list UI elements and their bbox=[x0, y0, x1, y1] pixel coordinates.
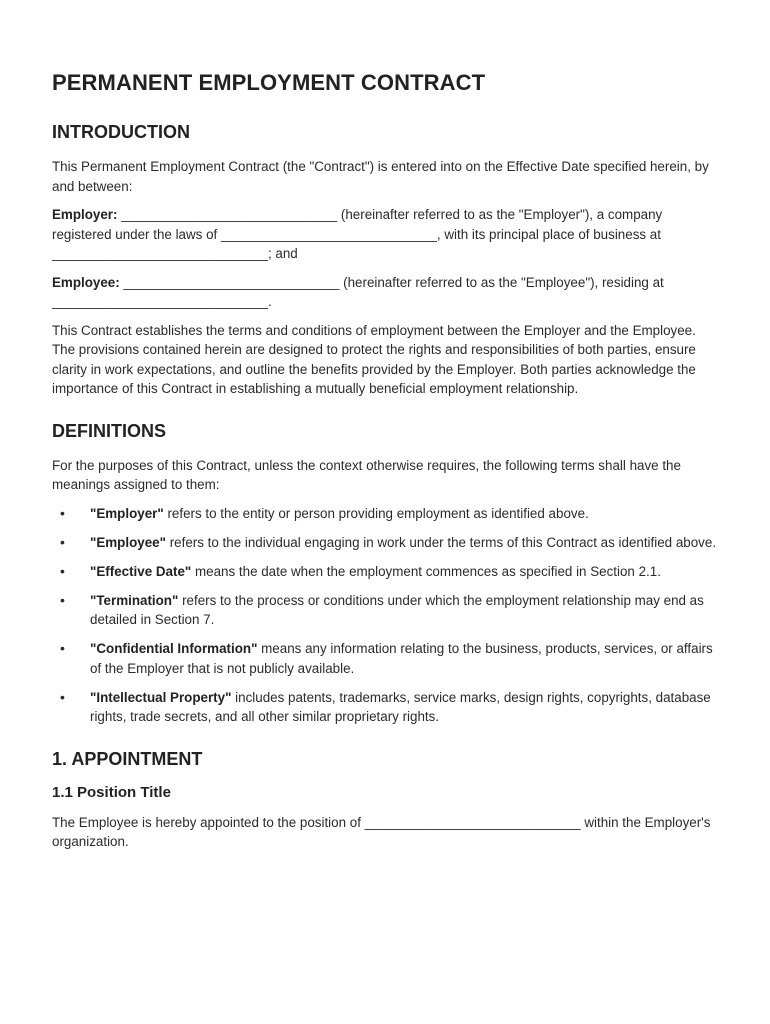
appointment-heading: 1. APPOINTMENT bbox=[52, 748, 203, 769]
definition-text: refers to the entity or person providing employment as identified above. bbox=[163, 505, 589, 521]
introduction-heading: INTRODUCTION bbox=[52, 122, 190, 142]
list-item bbox=[52, 533, 720, 553]
definitions-intro: For the purposes of this Contract, unless the context otherwise requires, the following terms shall have the meanings assigned to them: bbox=[52, 457, 681, 492]
bullet-icon: • bbox=[60, 640, 65, 656]
employee-label: Employee: bbox=[52, 274, 120, 290]
definitions-section bbox=[52, 421, 720, 727]
definition-text: includes patents, trademarks, service marks, design rights, copyrights, database rights, trade secrets, and all other similar proprietary rights. bbox=[90, 689, 711, 724]
definition-text: means any information relating to the business, products, services, or affairs of the Employer that is not publicly available. bbox=[90, 641, 713, 676]
list-item bbox=[52, 591, 720, 630]
definition-term: "Termination" bbox=[90, 592, 179, 608]
definition-term: "Effective Date" bbox=[90, 563, 192, 579]
definition-term: "Intellectual Property" bbox=[90, 689, 232, 705]
list-item bbox=[52, 639, 720, 678]
list-item bbox=[52, 688, 720, 727]
bullet-icon: • bbox=[60, 591, 65, 608]
definition-text: refers to the individual engaging in work under the terms of this Contract as identified above. bbox=[165, 534, 717, 550]
employer-label: Employer: bbox=[52, 207, 118, 222]
bullet-icon: • bbox=[60, 533, 65, 550]
bullet-icon: • bbox=[60, 688, 65, 705]
employer-paragraph bbox=[52, 205, 720, 264]
employee-paragraph bbox=[52, 273, 720, 312]
employee-text: _____________________________ (hereinafter referred to as the "Employee"), residing at _____________________________. bbox=[52, 274, 664, 309]
appointment-section bbox=[52, 749, 720, 852]
employer-text: _____________________________ (hereinafter referred to as the "Employer"), a company registered under the laws of _____________________________, with its principal place of business at _____________________________; and bbox=[52, 207, 663, 261]
definition-term: "Employee" bbox=[90, 534, 166, 550]
document-title: PERMANENT EMPLOYMENT CONTRACT bbox=[52, 70, 486, 95]
definition-text: refers to the process or conditions under which the employment relationship may end as detailed in Section 7. bbox=[90, 592, 704, 627]
definition-term: "Confidential Information" bbox=[90, 641, 258, 656]
bullet-icon: • bbox=[60, 562, 65, 579]
definition-term: "Employer" bbox=[90, 505, 164, 521]
bullet-icon: • bbox=[60, 504, 65, 521]
definition-text: means the date when the employment commences as specified in Section 2.1. bbox=[191, 563, 661, 579]
definitions-heading: DEFINITIONS bbox=[52, 420, 167, 441]
list-item bbox=[52, 562, 720, 582]
list-item bbox=[52, 504, 720, 524]
introduction-section bbox=[52, 122, 720, 399]
contract-purpose-paragraph: This Contract establishes the terms and conditions of employment between the Employer and the Employee. The provisions contained herein are designed to protect the rights and responsibilities of both parties, ensure clarity in work expectations, and outline the benefits provided by the Employer. Both parties acknowledge the importance of this Contract in establishing a mutually beneficial employment relationship. bbox=[52, 322, 696, 396]
position-title-paragraph: The Employee is hereby appointed to the position of _____________________________ within the Employer's organization. bbox=[52, 814, 711, 849]
position-title-heading: 1.1 Position Title bbox=[52, 783, 171, 801]
introduction-paragraph: This Permanent Employment Contract (the "Contract") is entered into on the Effective Date specified herein, by and between: bbox=[52, 159, 709, 194]
definitions-list bbox=[52, 504, 720, 727]
